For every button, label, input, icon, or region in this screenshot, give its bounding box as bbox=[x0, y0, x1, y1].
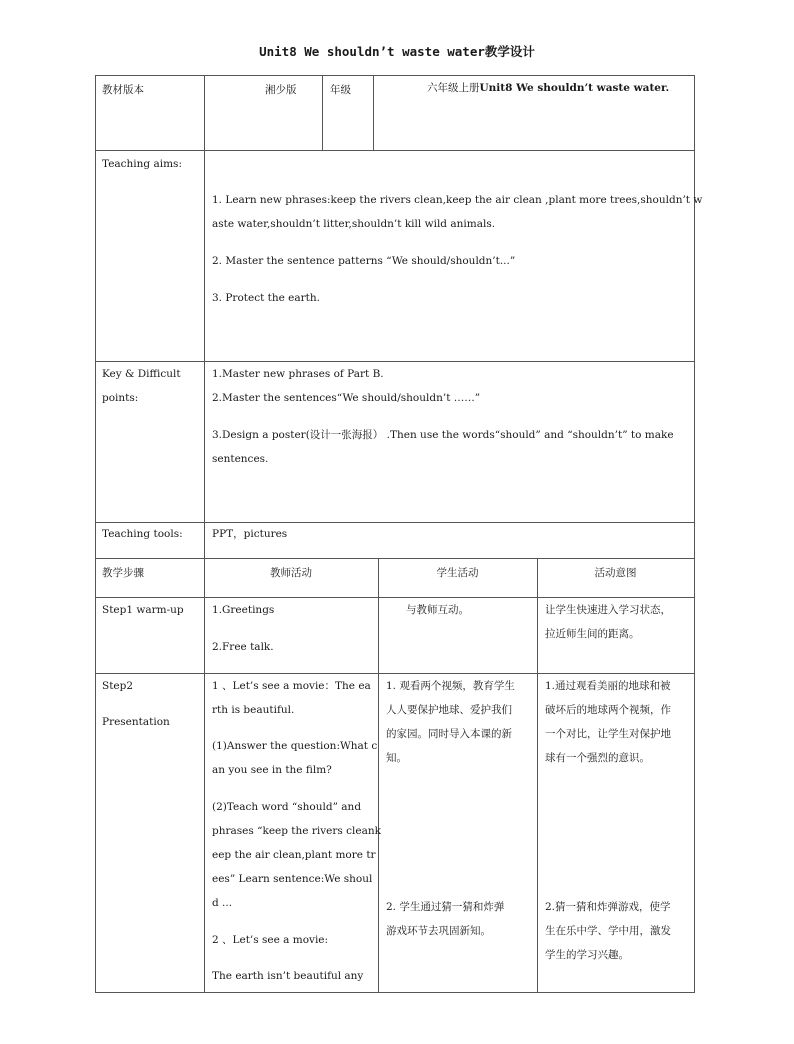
row-divider bbox=[95, 522, 695, 523]
column-divider bbox=[204, 558, 205, 992]
column-divider bbox=[373, 75, 374, 150]
teaching-aim-line: 2. Master the sentence patterns “We should/shouldn’t...” bbox=[212, 255, 516, 267]
step2-label: Step2 bbox=[102, 680, 134, 692]
table-border-bottom bbox=[95, 992, 695, 993]
grade-label: 年级 bbox=[330, 84, 351, 96]
step2-student-line: 人人要保护地球、爱护我们 bbox=[386, 704, 512, 716]
step2-purpose-line: 球有一个强烈的意识。 bbox=[545, 752, 650, 764]
step1-teacher-line: 2.Free talk. bbox=[212, 641, 274, 653]
teaching-tools-value: PPT，pictures bbox=[212, 528, 288, 540]
column-divider bbox=[204, 75, 205, 558]
header-steps: 教学步骤 bbox=[102, 567, 144, 579]
step2-teacher-line: rth is beautiful. bbox=[212, 704, 295, 716]
step2-teacher-line: ees” Learn sentence:We shoul bbox=[212, 873, 373, 885]
teaching-aim-line: 1. Learn new phrases:keep the rivers clean,keep the air clean ,plant more trees,shouldn’t w bbox=[212, 194, 703, 206]
document-title: Unit8 We shouldn’t waste water教学设计 bbox=[259, 44, 535, 59]
key-points-label-2: points: bbox=[102, 392, 139, 404]
step1-teacher-line: 1.Greetings bbox=[212, 604, 275, 616]
column-divider bbox=[537, 558, 538, 992]
step2-student-line: 1. 观看两个视频，教育学生 bbox=[386, 680, 515, 692]
step2-purpose-line: 2.猜一猜和炸弹游戏，使学 bbox=[545, 901, 671, 913]
table-border-left bbox=[95, 75, 96, 992]
step1-label: Step1 warm-up bbox=[102, 604, 184, 616]
step2-label-2: Presentation bbox=[102, 716, 170, 728]
teaching-aim-line: aste water,shouldn’t litter,shouldn’t kill wild animals. bbox=[212, 218, 496, 230]
column-divider bbox=[322, 75, 323, 150]
table-border-right bbox=[694, 75, 695, 992]
step1-purpose-line: 让学生快速进入学习状态， bbox=[545, 604, 671, 616]
step1-purpose-line: 拉近师生间的距离。 bbox=[545, 628, 640, 640]
step2-teacher-line: eep the air clean,plant more tr bbox=[212, 849, 376, 861]
teaching-tools-label: Teaching tools: bbox=[102, 528, 183, 540]
row-divider bbox=[95, 361, 695, 362]
teaching-aim-line: 3. Protect the earth. bbox=[212, 292, 320, 304]
step2-student-line: 游戏环节去巩固新知。 bbox=[386, 925, 491, 937]
header-student-activity: 学生活动 bbox=[436, 567, 479, 579]
key-point-line: sentences. bbox=[212, 453, 269, 465]
step2-purpose-line: 一个对比，让学生对保护地 bbox=[545, 728, 671, 740]
step2-teacher-line: 1 、Let’s see a movie：The ea bbox=[212, 680, 371, 692]
step2-student-line: 的家园。同时导入本课的新 bbox=[386, 728, 512, 740]
grade-value bbox=[427, 76, 669, 100]
step2-teacher-line: (1)Answer the question:What c bbox=[212, 740, 378, 752]
step2-teacher-line: phrases “keep the rivers cleank bbox=[212, 825, 381, 837]
row-divider bbox=[95, 558, 695, 559]
key-point-line: 1.Master new phrases of Part B. bbox=[212, 368, 384, 380]
step2-teacher-line: The earth isn’t beautiful any bbox=[212, 970, 364, 982]
step2-teacher-line: (2)Teach word “should” and bbox=[212, 801, 362, 813]
step2-student-line: 知。 bbox=[386, 752, 407, 764]
textbook-version-value: 湘少版 bbox=[265, 84, 297, 96]
grade-unit: Unit8 We shouldn’t waste water. bbox=[479, 82, 670, 94]
step2-teacher-line: an you see in the film? bbox=[212, 764, 332, 776]
step1-student-activity: 与教师互动。 bbox=[406, 604, 469, 616]
step2-purpose-line: 生在乐中学、学中用，激发 bbox=[545, 925, 671, 937]
key-points-label: Key & Difficult bbox=[102, 368, 181, 380]
grade-prefix: 六年级上册 bbox=[427, 82, 480, 94]
key-point-line: 3.Design a poster(设计一张海报） .Then use the words“should” and “shouldn’t” to make bbox=[212, 429, 674, 441]
step2-purpose-line: 1.通过观看美丽的地球和被 bbox=[545, 680, 671, 692]
step2-purpose-line: 学生的学习兴趣。 bbox=[545, 949, 629, 961]
textbook-version-label: 教材版本 bbox=[102, 84, 144, 96]
step2-teacher-line: 2 、Let’s see a movie: bbox=[212, 934, 329, 946]
step2-purpose-line: 破坏后的地球两个视频，作 bbox=[545, 704, 671, 716]
header-activity-purpose: 活动意图 bbox=[594, 567, 637, 579]
step2-student-line: 2. 学生通过猜一猜和炸弹 bbox=[386, 901, 505, 913]
row-divider bbox=[95, 150, 695, 151]
key-point-line: 2.Master the sentences“We should/shouldn’t ……” bbox=[212, 392, 481, 404]
header-teacher-activity: 教师活动 bbox=[270, 567, 312, 579]
column-divider bbox=[378, 558, 379, 992]
teaching-aims-label: Teaching aims: bbox=[102, 158, 182, 170]
step2-teacher-line: d ... bbox=[212, 897, 233, 909]
